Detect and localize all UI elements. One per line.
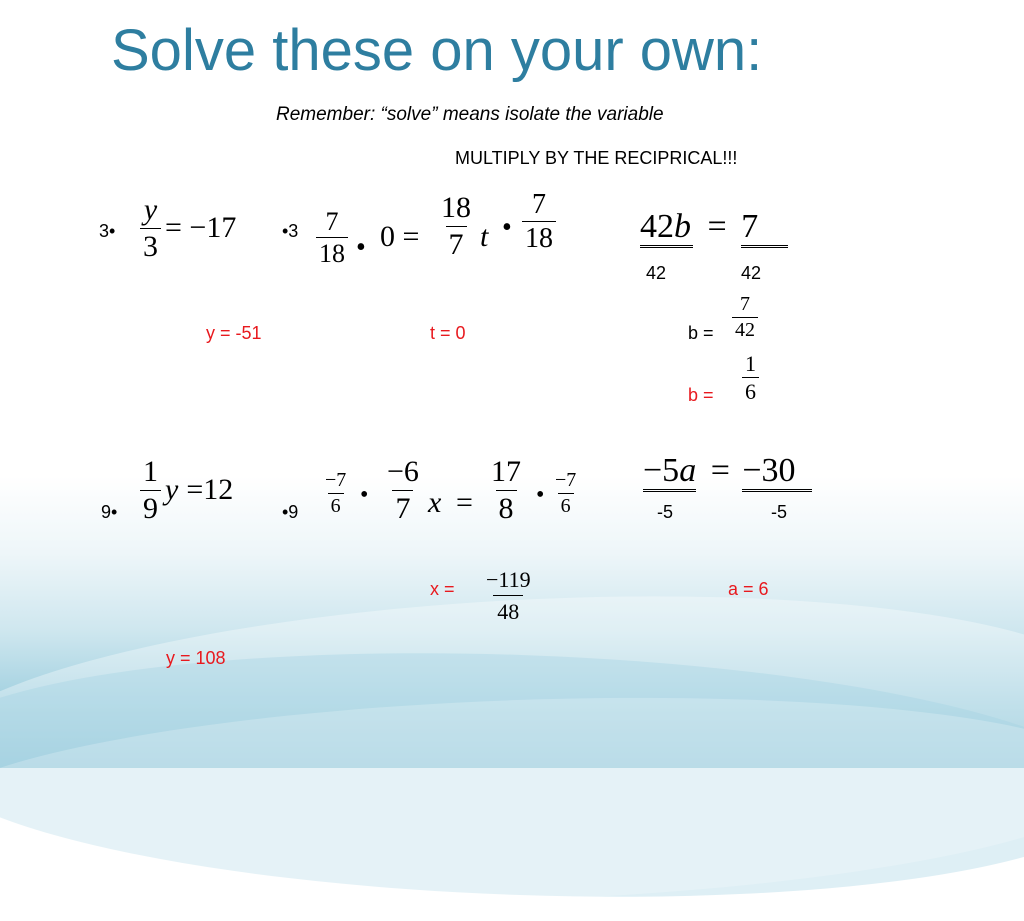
problem5-equals: = (456, 486, 473, 519)
problem5-answer-denominator: 48 (493, 595, 523, 623)
problem3-equals: = (707, 208, 727, 245)
problem5-dot-1: • (360, 482, 369, 508)
problem5-f1-denominator: 6 (328, 493, 344, 517)
problem3-step-numerator: 7 (740, 293, 750, 315)
problem5-fraction-3 (484, 456, 528, 524)
problem2-fraction-3 (518, 190, 560, 254)
problem2-answer: t = 0 (430, 323, 466, 343)
reminder-text: Remember: “solve” means isolate the variable (276, 104, 664, 125)
problem5-f2-denominator: 7 (392, 490, 413, 525)
problem1-equation (136, 194, 236, 262)
problem6-answer: a = 6 (728, 579, 769, 599)
problem5-fraction-1 (318, 470, 353, 517)
problem5-bullet: •9 (282, 502, 299, 522)
problem4-rhs: =12 (186, 473, 234, 506)
problem3-coefficient: 42 (640, 208, 674, 245)
problem2-fraction-1 (312, 208, 352, 268)
problem6-rhs: −30 (742, 452, 811, 492)
problem2-f3-denominator: 18 (522, 221, 556, 253)
problem6-equals: = (710, 452, 730, 489)
problem4-answer: y = 108 (166, 648, 226, 668)
problem2-zero-equals: 0 = (380, 220, 420, 253)
problem5-answer-fraction (478, 568, 539, 623)
problem1-bullet: 3• (99, 221, 116, 241)
problem3-step-denominator: 42 (732, 317, 758, 341)
problem3-answer-label: b = (688, 385, 714, 405)
problem5-variable: x (428, 486, 442, 519)
problem3-lhs (640, 208, 693, 248)
problem2-dot-1: • (356, 232, 366, 263)
problem4-fraction (140, 456, 161, 524)
problem3-variable: b (674, 208, 691, 245)
problem3-step-fraction (728, 294, 762, 341)
problem4-equation (136, 456, 233, 524)
problem5-f1-numerator: −7 (325, 469, 347, 491)
problem3-divisor-right: 42 (741, 263, 762, 283)
problem4-variable: y (165, 473, 179, 506)
problem6-divisor-left: -5 (657, 502, 674, 522)
problem5-fraction-2 (380, 456, 426, 524)
problem3-rhs: 7 (741, 208, 788, 248)
problem5-f3-numerator: 17 (491, 455, 521, 488)
problem4-denominator: 9 (140, 490, 161, 525)
problem1-rhs: = −17 (165, 211, 237, 244)
problem2-fraction-2 (434, 192, 478, 260)
problem5-f2-numerator: −6 (387, 455, 419, 488)
problem6-divisor-right: -5 (771, 502, 788, 522)
problem4-bullet: 9• (101, 502, 118, 522)
problem1-numerator: y (143, 193, 158, 226)
problem3-answer-fraction (738, 352, 763, 403)
problem2-dot-2: • (502, 212, 512, 243)
problem3-answer-denominator: 6 (742, 377, 759, 403)
problem5-f4-denominator: 6 (558, 493, 574, 517)
problem3-divisor-left: 42 (646, 263, 667, 283)
background-wave (0, 634, 1024, 916)
problem5-answer-numerator: −119 (486, 567, 531, 592)
background-wave (0, 679, 1024, 921)
problem5-f4-numerator: −7 (555, 469, 577, 491)
problem5-answer-label: x = (430, 579, 455, 599)
problem1-fraction (140, 194, 161, 262)
instruction-text: MULTIPLY BY THE RECIPRICAL!!! (455, 148, 738, 168)
problem6-lhs (643, 452, 696, 492)
problem4-numerator: 1 (143, 455, 158, 488)
problem2-variable: t (480, 220, 489, 253)
problem3-step-label: b = (688, 323, 714, 343)
problem1-answer: y = -51 (206, 323, 262, 343)
problem5-fraction-4 (548, 470, 583, 517)
problem2-f1-denominator: 18 (316, 237, 348, 267)
problem1-denominator: 3 (140, 228, 161, 263)
problem6-equation (643, 452, 812, 490)
problem2-f2-denominator: 7 (446, 226, 467, 261)
problem6-variable: a (679, 452, 697, 489)
problem5-dot-2: • (536, 482, 545, 508)
problem2-bullet: •3 (282, 221, 299, 241)
slide-title: Solve these on your own: (111, 18, 763, 83)
problem2-f3-numerator: 7 (532, 189, 546, 220)
problem2-f2-numerator: 18 (441, 191, 471, 224)
problem3-equation (640, 208, 788, 246)
problem5-f3-denominator: 8 (496, 490, 517, 525)
problem3-answer-numerator: 1 (745, 351, 756, 376)
problem6-coefficient: −5 (643, 452, 680, 489)
problem2-f1-numerator: 7 (325, 207, 339, 236)
